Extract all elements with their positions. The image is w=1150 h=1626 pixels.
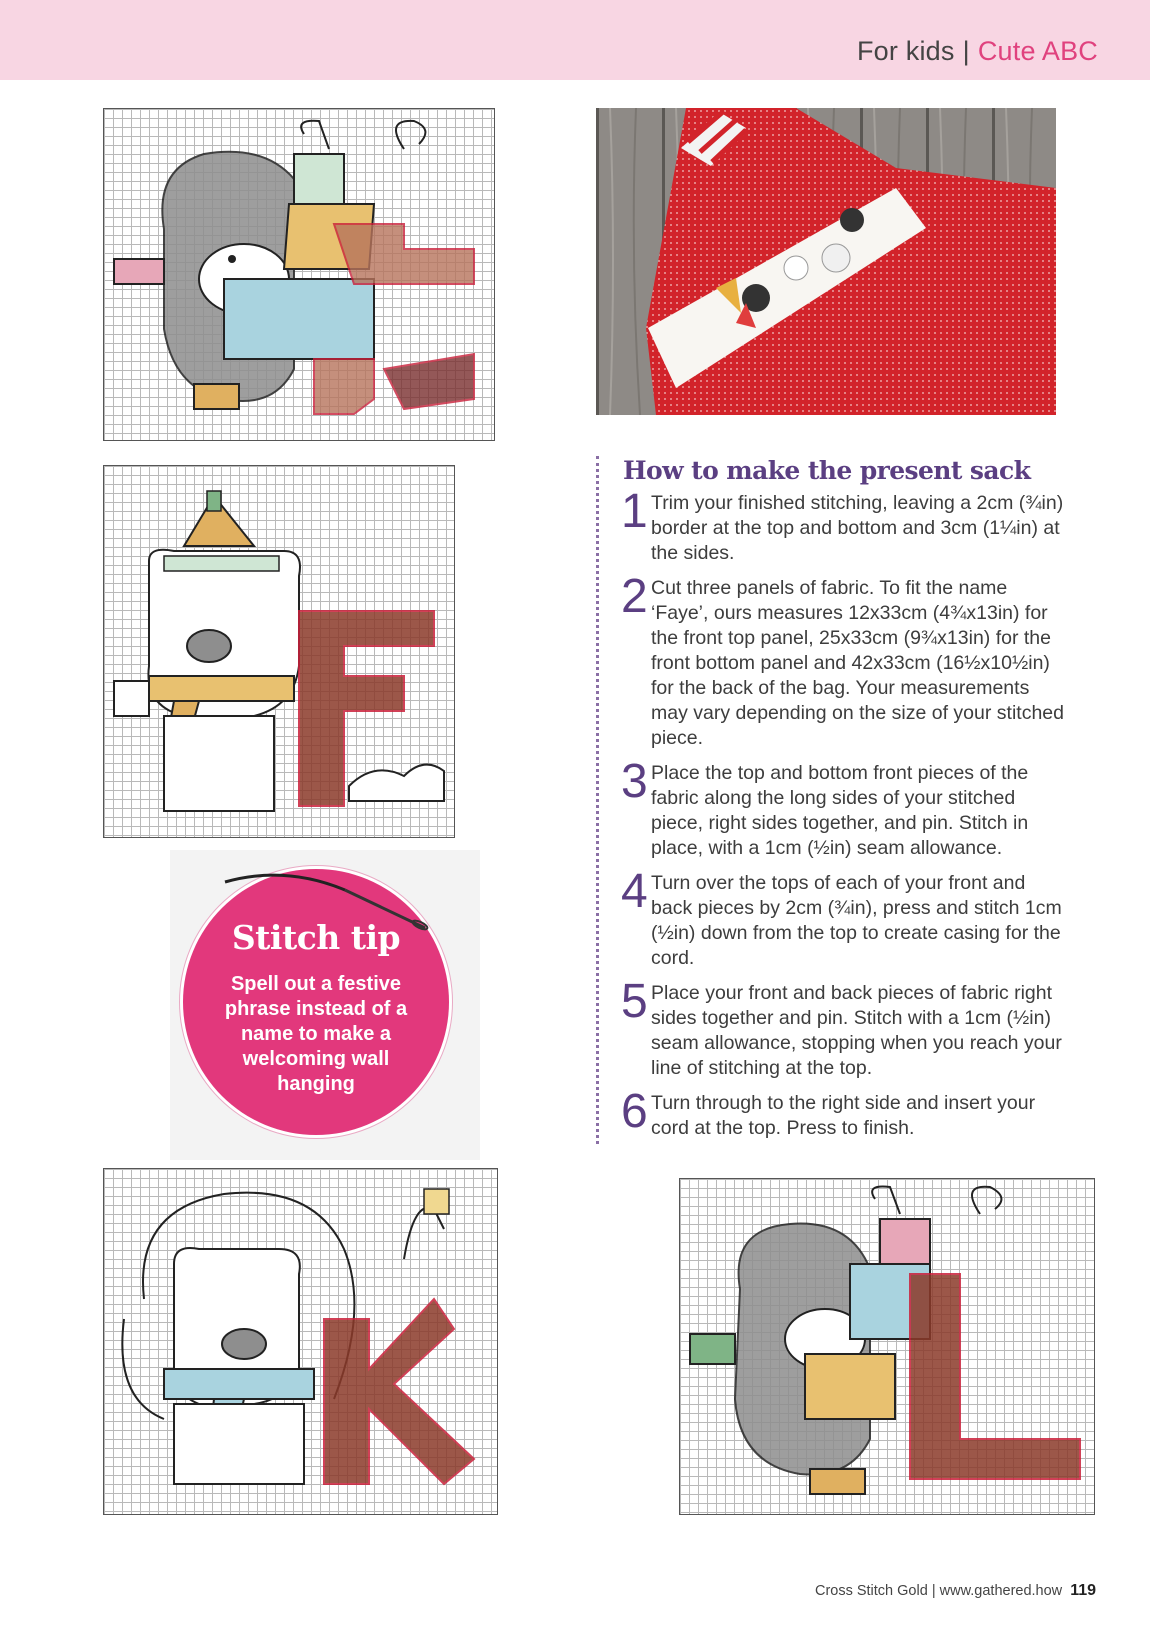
step-6 bbox=[621, 1085, 1066, 1141]
present-sack-image bbox=[596, 108, 1056, 415]
step-4 bbox=[621, 865, 1066, 971]
footer-separator: | bbox=[931, 1583, 936, 1599]
step-1 bbox=[621, 485, 1066, 566]
present-sack-photo bbox=[596, 108, 1056, 415]
running-header bbox=[857, 36, 1098, 67]
step-3 bbox=[621, 755, 1066, 861]
step-number: 3 bbox=[621, 755, 648, 808]
instructions-panel bbox=[596, 456, 1066, 1144]
step-number: 6 bbox=[621, 1085, 648, 1138]
header-separator: | bbox=[962, 36, 970, 66]
section-label: For kids bbox=[856, 36, 955, 66]
website-link[interactable]: www.gathered.how bbox=[939, 1583, 1063, 1599]
step-text: Cut three panels of fabric. To fit the name ‘Faye’, ours measures 12x33cm (4¾x13in) for the front top panel, 25x33cm (9¾x13in) for the front bottom panel and 42x33cm (16½x10½in) for the back of the bag. Your measurements may vary depending on the size of your stitched piece. bbox=[651, 577, 1064, 749]
step-5 bbox=[621, 975, 1066, 1081]
chart-letter-f-polar-bear bbox=[103, 465, 455, 838]
chart-c-motif bbox=[104, 109, 495, 441]
step-text: Place your front and back pieces of fabric right sides together and pin. Stitch with a 1cm (½in) seam allowance, stopping when you reach your line of stitching at the top. bbox=[651, 982, 1062, 1079]
step-text: Turn through to the right side and insert your cord at the top. Press to finish. bbox=[651, 1092, 1036, 1139]
chart-l-motif bbox=[680, 1179, 1095, 1515]
magazine-name: Cross Stitch Gold bbox=[814, 1583, 928, 1599]
stitch-tip-title: Stitch tip bbox=[231, 918, 401, 957]
step-2 bbox=[621, 570, 1066, 751]
page-footer bbox=[815, 1582, 1096, 1600]
stitch-tip-text: Spell out a festive phrase instead of a name to make a welcoming wall hanging bbox=[224, 973, 408, 1095]
chart-k-motif bbox=[104, 1169, 498, 1515]
step-number: 2 bbox=[621, 570, 648, 623]
page-number: 119 bbox=[1070, 1582, 1096, 1599]
step-number: 4 bbox=[621, 865, 648, 918]
step-text: Trim your finished stitching, leaving a 2cm (¾in) border at the top and bottom and 3cm (1¼in) at the sides. bbox=[651, 492, 1064, 564]
chart-letter-k-polar-bear bbox=[103, 1168, 498, 1515]
chart-f-motif bbox=[104, 466, 455, 838]
chart-letter-l-penguin bbox=[679, 1178, 1095, 1515]
step-number: 5 bbox=[621, 975, 648, 1028]
step-number: 1 bbox=[621, 485, 648, 538]
step-text: Turn over the tops of each of your front and back pieces by 2cm (¾in), press and stitch 1cm (½in) down from the top to create casing for the cord. bbox=[651, 872, 1062, 969]
step-text: Place the top and bottom front pieces of the fabric along the long sides of your stitched piece, right sides together, and pin. Stitch in place, with a 1cm (½in) seam allowance. bbox=[651, 762, 1029, 859]
subsection-label: Cute ABC bbox=[977, 36, 1098, 66]
chart-letter-c-penguin bbox=[103, 108, 495, 441]
instructions-title: How to make the present sack bbox=[623, 456, 1031, 485]
